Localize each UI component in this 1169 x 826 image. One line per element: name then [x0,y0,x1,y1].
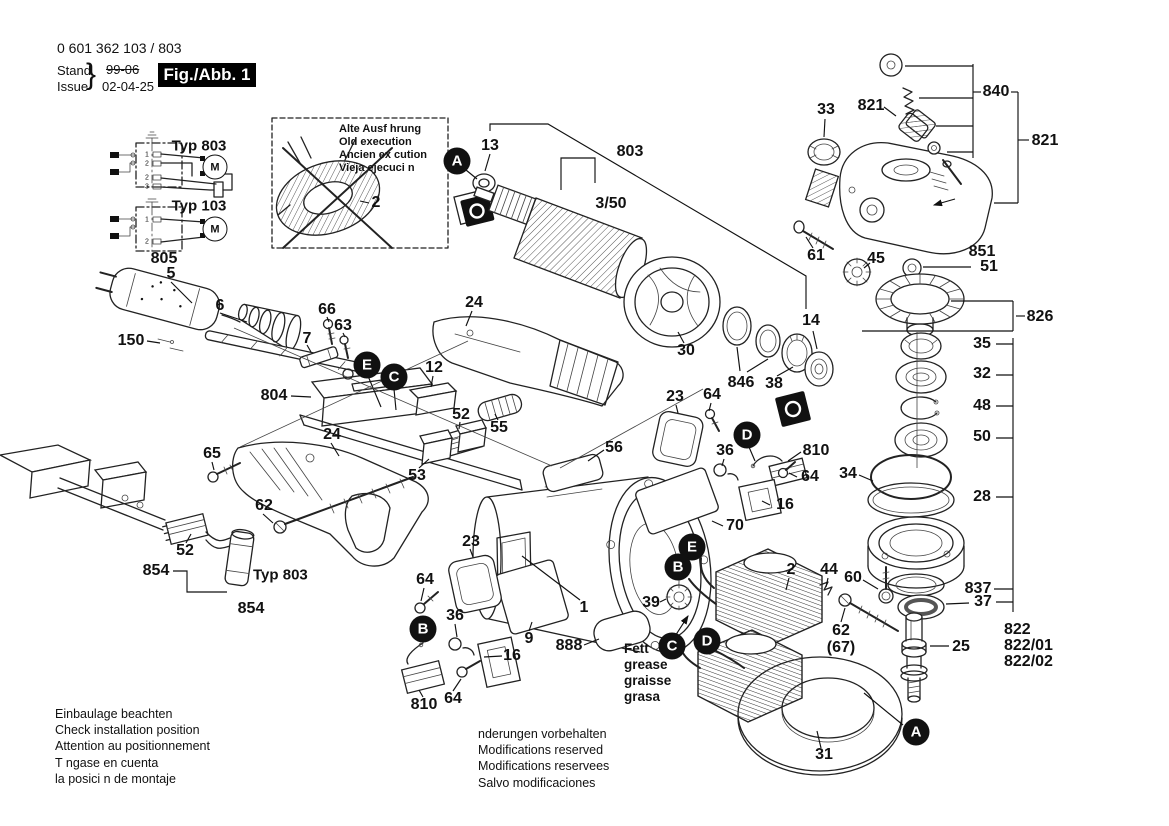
part-label-52: 52 [176,542,194,559]
part-label-70: 70 [726,517,744,534]
part-label-44: 44 [820,561,838,578]
part-label-65: 65 [203,445,221,462]
old-execution-note: Alte Ausf hrung Old execution Ancien ex cution Vieja ejecuci n [339,123,428,174]
callout-E: E [354,352,381,379]
spindle-25 [901,613,927,702]
date-brace: } [86,58,97,91]
rings-846 [723,307,780,357]
circlip-48 [901,397,939,419]
part-label-9: 9 [524,630,534,647]
callout-D: D [694,628,721,655]
part-label-52: 52 [452,406,470,423]
cover-plate-23-right [651,410,704,468]
fan-baffle-30 [624,257,720,347]
screw-64-left-low [457,661,480,677]
part-label-63: 63 [334,317,352,334]
part-label-2: 2 [145,238,149,246]
part-label-12: 12 [425,359,443,376]
parts-36-right [714,464,738,480]
callout-A: A [903,719,930,746]
part-label-24: 24 [465,294,483,311]
part-label-37: 37 [974,593,992,610]
part-label-854: 854 [237,600,265,617]
part-label-23: 23 [462,533,480,550]
part-label-(67): (67) [826,639,856,656]
part-label-38: 38 [765,375,783,392]
part-label-48: 48 [973,397,991,414]
part-label-14: 14 [802,312,820,329]
grease-note: Fett grease graisse grasa [624,641,672,704]
part-label-24: 24 [323,426,341,443]
screw-64-right-top [706,410,720,432]
part-label-M: M [203,217,228,242]
part-label-56: 56 [605,439,623,456]
ring-34-28 [868,455,954,517]
issue-label: Issue [57,79,89,94]
part-label-2: 2 [786,561,796,578]
direction-tag-2 [775,391,811,427]
callout-A: A [444,148,471,175]
part-label-61: 61 [807,247,825,264]
brush-holder-16-right [739,480,781,521]
part-label-30: 30 [677,342,695,359]
modifications-note: nderungen vorbehalten Modifications reserved Modifications reservees Salvo modificaciones [478,727,610,790]
figure-label: Fig./Abb. 1 [158,63,256,87]
parts-36-left [449,638,474,655]
part-label-25: 25 [952,638,970,655]
part-label-3/50: 3/50 [595,195,627,212]
part-label-7: 7 [302,330,312,347]
bearing-50 [895,423,947,457]
part-label-810: 810 [802,442,830,459]
part-label-822/02: 822/02 [1004,653,1053,670]
stand-label: Stand [57,63,91,78]
part-label-803: 803 [616,143,644,160]
screw-62-left [274,477,413,533]
bearing-35 [901,333,941,359]
part-label-39: 39 [642,594,660,611]
callout-C: C [659,633,686,660]
part-label-13: 13 [481,137,499,154]
cover-plate-23-left [447,554,503,614]
bearing-14 [805,352,833,386]
part-label-33: 33 [817,101,835,118]
part-label-32: 32 [973,365,991,382]
part-label-64: 64 [703,386,721,403]
handle-housing-upper [433,317,623,406]
part-label-805: 805 [150,250,178,267]
bearing-flange [868,517,964,596]
part-label-1: 1 [579,599,589,616]
part-label-28: 28 [973,488,991,505]
part-label-Typ 803: Typ 803 [253,566,308,584]
part-label-150: 150 [117,332,145,349]
part-label-822: 822 [1004,621,1031,638]
part-label-64: 64 [444,690,462,707]
part-label-45: 45 [867,250,885,267]
callout-D: D [734,422,761,449]
part-label-62: 62 [255,497,273,514]
part-label-851: 851 [968,243,996,260]
part-label-50: 50 [973,428,991,445]
part-label-2: 2 [371,194,381,211]
part-label-66: 66 [318,301,336,318]
part-label-16: 16 [503,647,521,664]
part-label-821: 821 [1031,132,1059,149]
part-label-888: 888 [555,637,583,654]
part-label-34: 34 [839,465,857,482]
suppressor-810-left [402,643,445,693]
part-label-51: 51 [980,258,998,275]
part-label-16: 16 [776,496,794,513]
part-label-6: 6 [215,297,225,314]
bearing-cap-39 [666,584,692,610]
part-label-M: M [203,155,228,180]
part-label-1: 1 [145,216,149,224]
part-label-2: 2 [145,160,149,168]
part-label-854: 854 [142,562,170,579]
part-label-804: 804 [260,387,288,404]
part-label-837: 837 [964,580,992,597]
part-label-810: 810 [410,696,438,713]
part-label-840: 840 [982,83,1010,100]
bevel-gear-826 [876,274,964,336]
callout-B: B [410,616,437,643]
part-label-826: 826 [1026,308,1054,325]
part-label-23: 23 [666,388,684,405]
old-date-struck: 99-06 [106,62,140,77]
gear-housing [840,143,993,254]
part-label-35: 35 [973,335,991,352]
part-label-846: 846 [727,374,755,391]
part-label-36: 36 [716,442,734,459]
screw-64-left-top [415,592,438,613]
capacitor-854 [224,528,255,586]
part-label-62: 62 [832,622,850,639]
part-label-821: 821 [857,97,885,114]
callout-E: E [679,534,706,561]
part-label-Typ 103: Typ 103 [171,197,227,215]
part-label-Typ 803: Typ 803 [171,137,227,155]
part-label-31: 31 [815,746,833,763]
part-label-2: 2 [145,174,149,182]
part-label-3: 3 [145,183,149,191]
callout-B: B [665,554,692,581]
part-label-53: 53 [408,467,426,484]
part-label-1: 1 [145,151,149,159]
callout-C: C [381,364,408,391]
part-label-64: 64 [801,468,819,485]
issue-date: 02-04-25 [102,79,155,94]
document-part-number: 0 601 362 103 / 803 [57,40,182,56]
wheel-33 [806,139,840,207]
part-label-55: 55 [490,419,508,436]
screw-61 [794,221,833,249]
part-label-64: 64 [416,571,434,588]
bearing-32 [896,361,946,393]
part-label-822/01: 822/01 [1004,637,1053,654]
left-switch-assembly [0,445,230,548]
part-label-36: 36 [446,607,464,624]
part-label-60: 60 [844,569,862,586]
part-label-5: 5 [166,265,176,282]
installation-note: Einbaulage beachten Check installation position Attention au positionnement T ngase en cuenta la posici n de montaje [55,707,210,786]
